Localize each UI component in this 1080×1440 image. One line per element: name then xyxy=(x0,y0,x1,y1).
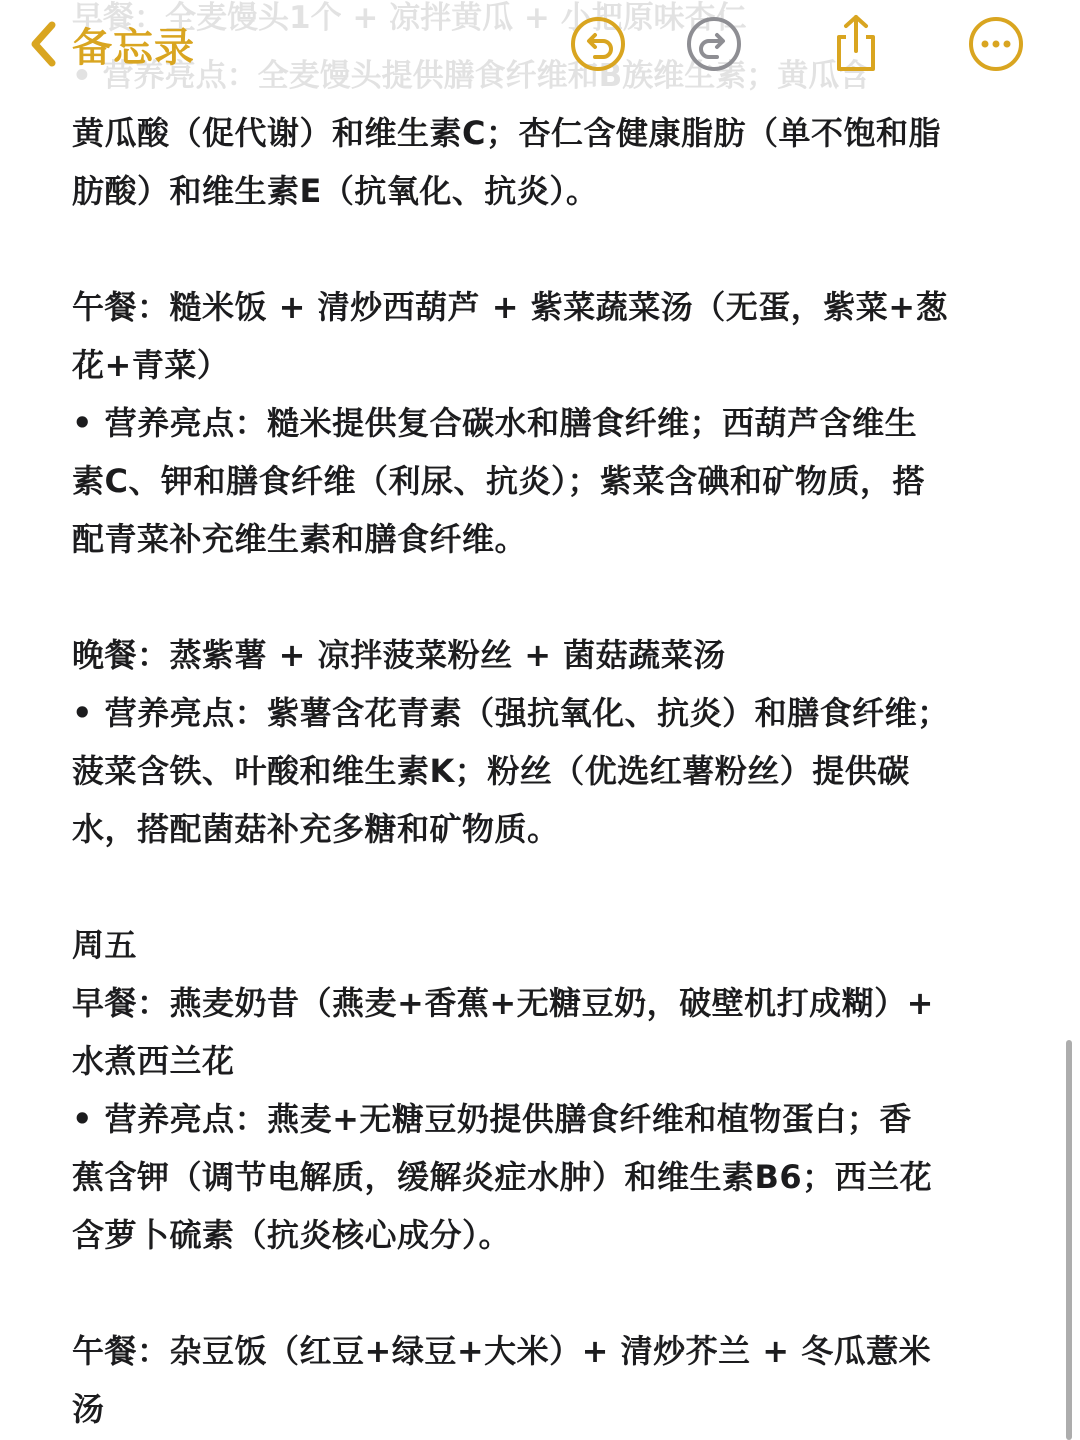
note-line: 黄瓜酸（促代谢）和维生素C；杏仁含健康脂肪（单不饱和脂 xyxy=(72,114,941,152)
note-line: • 营养亮点：紫薯含花青素（强抗氧化、抗炎）和膳食纤维； xyxy=(72,694,950,732)
share-button[interactable] xyxy=(826,14,886,74)
note-line: 配青菜补充维生素和膳食纤维。 xyxy=(72,520,528,558)
note-line: 含萝卜硫素（抗炎核心成分）。 xyxy=(72,1216,512,1254)
note-line: 周五 xyxy=(72,926,138,964)
scrolled-text-line: • 营养亮点：全麦馒头提供膳食纤维和B族维生素；黄瓜含 xyxy=(72,58,871,94)
note-line: 早餐：燕麦奶昔（燕麦+香蕉+无糖豆奶，破壁机打成糊）+ xyxy=(72,984,934,1022)
note-line: 蕉含钾（调节电解质，缓解炎症水肿）和维生素B6；西兰花 xyxy=(72,1158,933,1196)
more-button[interactable] xyxy=(966,14,1026,74)
note-line: 午餐：糙米饭 + 清炒西葫芦 + 紫菜蔬菜汤（无蛋，紫菜+葱 xyxy=(72,288,949,326)
more-icon xyxy=(967,15,1025,73)
chevron-left-icon xyxy=(28,20,58,68)
top-toolbar xyxy=(0,0,1080,96)
note-line: • 营养亮点：燕麦+无糖豆奶提供膳食纤维和植物蛋白；香 xyxy=(72,1100,912,1138)
note-line: 汤 xyxy=(72,1390,105,1428)
note-line: 肪酸）和维生素E（抗氧化、抗炎）。 xyxy=(72,172,599,210)
note-line: 花+青菜） xyxy=(72,346,230,384)
scrolled-text-line: 早餐：全麦馒头1个 + 凉拌黄瓜 + 小把原味杏仁 xyxy=(72,0,747,36)
note-line: 水煮西兰花 xyxy=(72,1042,235,1080)
note-line: • 营养亮点：糙米提供复合碳水和膳食纤维；西葫芦含维生 xyxy=(72,404,918,442)
redo-button[interactable] xyxy=(684,14,744,74)
blank-line xyxy=(72,220,1012,278)
note-line: 水，搭配菌菇补充多糖和矿物质。 xyxy=(72,810,560,848)
note-line: 素C、钾和膳食纤维（利尿、抗炎）；紫菜含碘和矿物质，搭 xyxy=(72,462,925,500)
back-button[interactable] xyxy=(28,16,195,72)
blank-line xyxy=(72,568,1012,626)
share-icon xyxy=(827,13,885,75)
scrollbar[interactable] xyxy=(1066,1040,1072,1440)
note-line: 午餐：杂豆饭（红豆+绿豆+大米）+ 清炒芥兰 + 冬瓜薏米 xyxy=(72,1332,932,1370)
back-label: 备忘录 xyxy=(72,24,195,71)
undo-icon xyxy=(569,15,627,73)
note-line: 菠菜含铁、叶酸和维生素K；粉丝（优选红薯粉丝）提供碳 xyxy=(72,752,910,790)
undo-button[interactable] xyxy=(568,14,628,74)
blank-line xyxy=(72,858,1012,916)
blank-line xyxy=(72,1264,1012,1322)
note-body[interactable] xyxy=(72,104,1012,1438)
note-line: 晚餐：蒸紫薯 + 凉拌菠菜粉丝 + 菌菇蔬菜汤 xyxy=(72,636,726,674)
redo-icon xyxy=(685,15,743,73)
